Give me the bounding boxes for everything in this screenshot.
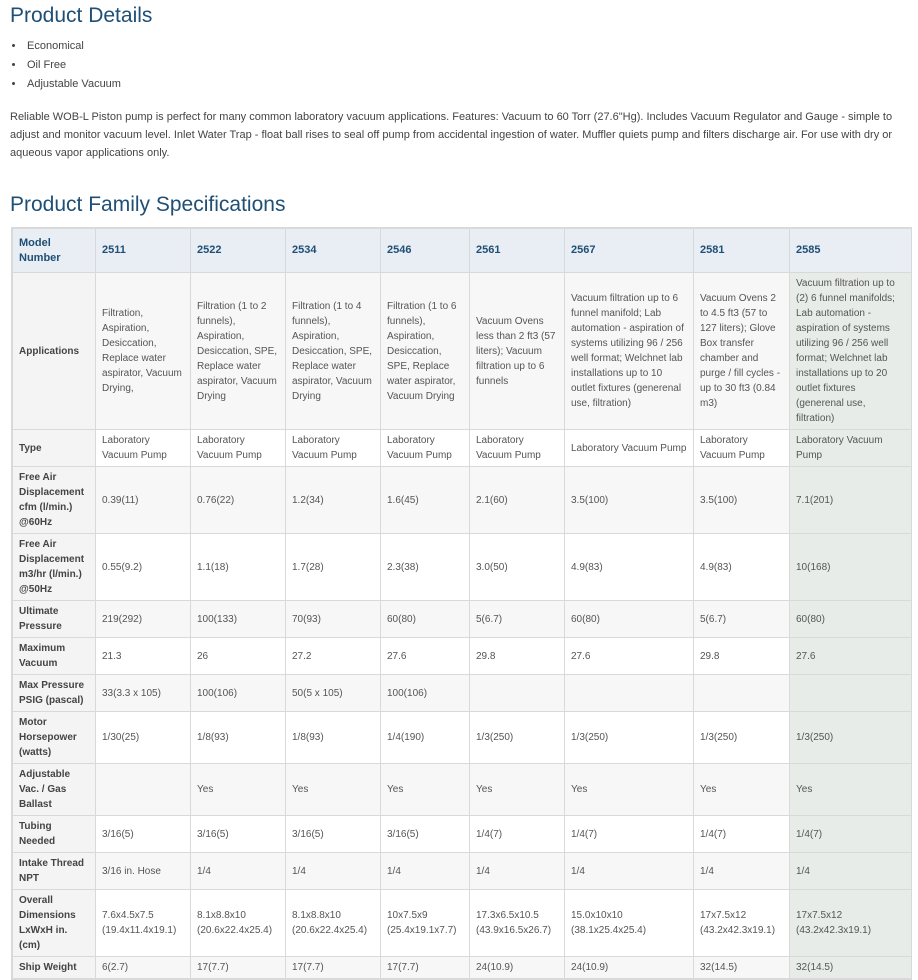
table-cell: Yes	[694, 764, 790, 816]
table-cell: 29.8	[470, 638, 565, 675]
table-cell: 1/8(93)	[286, 712, 381, 764]
feature-item: • Adjustable Vacuum	[25, 75, 121, 94]
row-label: Intake Thread NPT	[13, 853, 96, 890]
table-cell: Yes	[470, 764, 565, 816]
row-label: Applications	[13, 273, 96, 430]
table-cell: Laboratory Vacuum Pump	[790, 430, 912, 467]
table-cell: 219(292)	[96, 601, 191, 638]
row-label: Type	[13, 430, 96, 467]
table-cell: 60(80)	[381, 601, 470, 638]
row-label: Max Pressure PSIG (pascal)	[13, 675, 96, 712]
specifications-table-wrapper	[11, 227, 912, 980]
table-cell: 8.1x8.8x10 (20.6x22.4x25.4)	[286, 890, 381, 957]
table-cell: Laboratory Vacuum Pump	[191, 430, 286, 467]
table-cell: 2.3(38)	[381, 534, 470, 601]
table-cell: Yes	[790, 764, 912, 816]
table-cell: 32(14.5)	[790, 957, 912, 979]
table-cell: Laboratory Vacuum Pump	[96, 430, 191, 467]
table-cell: 21.3	[96, 638, 191, 675]
table-cell: 10x7.5x9 (25.4x19.1x7.7)	[381, 890, 470, 957]
table-cell: 6(2.7)	[96, 957, 191, 979]
table-cell: Yes	[565, 764, 694, 816]
table-cell	[470, 675, 565, 712]
table-cell: Vacuum filtration up to (2) 6 funnel manifolds; Lab automation - aspiration of systems utilizing 96 / 256 well format; Welchnet lab installations up to 20 outlet fixtures (generenal use, filtration)	[790, 273, 912, 430]
table-cell: 3.5(100)	[694, 467, 790, 534]
table-cell: 3/16(5)	[286, 816, 381, 853]
table-cell: 1/4(7)	[790, 816, 912, 853]
table-cell: 4.9(83)	[694, 534, 790, 601]
table-cell: 1.6(45)	[381, 467, 470, 534]
table-cell: 17x7.5x12 (43.2x42.3x19.1)	[790, 890, 912, 957]
table-cell: 3/16(5)	[191, 816, 286, 853]
table-cell: 24(10.9)	[470, 957, 565, 979]
table-cell: 1/4	[790, 853, 912, 890]
table-cell: Vacuum Ovens 2 to 4.5 ft3 (57 to 127 liters); Glove Box transfer chamber and purge / fill cycles - up to 30 ft3 (0.84 m3)	[694, 273, 790, 430]
table-cell: 1/4	[694, 853, 790, 890]
header-model: 2546	[381, 229, 470, 273]
table-body	[13, 273, 912, 979]
table-cell: 1/3(250)	[565, 712, 694, 764]
table-cell	[694, 675, 790, 712]
table-cell: 27.6	[565, 638, 694, 675]
table-cell: 7.6x4.5x7.5 (19.4x11.4x19.1)	[96, 890, 191, 957]
table-cell: 1/4(7)	[694, 816, 790, 853]
table-cell: Laboratory Vacuum Pump	[286, 430, 381, 467]
table-cell: 5(6.7)	[694, 601, 790, 638]
table-cell	[565, 675, 694, 712]
table-row	[13, 638, 912, 675]
table-cell: 1/3(250)	[470, 712, 565, 764]
table-row	[13, 764, 912, 816]
table-cell: 17(7.7)	[381, 957, 470, 979]
table-cell: 0.55(9.2)	[96, 534, 191, 601]
header-model: 2522	[191, 229, 286, 273]
table-cell: 100(133)	[191, 601, 286, 638]
table-cell: 1/3(250)	[694, 712, 790, 764]
table-cell: 1/30(25)	[96, 712, 191, 764]
row-label: Overall Dimensions LxWxH in. (cm)	[13, 890, 96, 957]
table-cell: 100(106)	[381, 675, 470, 712]
table-cell: 32(14.5)	[694, 957, 790, 979]
table-cell: Yes	[191, 764, 286, 816]
table-row	[13, 534, 912, 601]
header-model: 2561	[470, 229, 565, 273]
header-model-number: Model Number	[13, 229, 96, 273]
table-cell: 27.6	[381, 638, 470, 675]
table-cell: Yes	[381, 764, 470, 816]
table-cell: Filtration (1 to 2 funnels), Aspiration, Desiccation, SPE, Replace water aspirator, Vacuum Drying	[191, 273, 286, 430]
table-cell: 0.76(22)	[191, 467, 286, 534]
row-label: Motor Horsepower (watts)	[13, 712, 96, 764]
table-row	[13, 467, 912, 534]
table-cell: 7.1(201)	[790, 467, 912, 534]
product-description: Reliable WOB-L Piston pump is perfect for many common laboratory vacuum applications. Features: Vacuum to 60 Torr (27.6"Hg). Includes Vacuum Regulator and Gauge - simple to adjust and monitor vacuum level. Inlet Water Trap - float ball rises to seal off pump from accidental ingestion of water. Muffler quiets pump and filters discharge air. For use with dry or aqueous vapor applications only.	[10, 111, 893, 159]
table-cell: 17x7.5x12 (43.2x42.3x19.1)	[694, 890, 790, 957]
feature-item: • Economical	[25, 37, 121, 56]
table-cell: Vacuum filtration up to 6 funnel manifold; Lab automation - aspiration of systems utilizing 96 / 256 well format; Welchnet lab installations up to 10 outlet fixtures (generenal use, filtration)	[565, 273, 694, 430]
table-cell: 100(106)	[191, 675, 286, 712]
table-row	[13, 957, 912, 979]
row-label: Tubing Needed	[13, 816, 96, 853]
specifications-table	[12, 228, 912, 979]
table-cell: 1/4	[191, 853, 286, 890]
table-cell: 1.1(18)	[191, 534, 286, 601]
table-cell: 1/4(7)	[565, 816, 694, 853]
table-cell: 27.6	[790, 638, 912, 675]
row-label: Free Air Displacement m3/hr (l/min.) @50Hz	[13, 534, 96, 601]
table-cell: 5(6.7)	[470, 601, 565, 638]
table-cell: 3/16(5)	[381, 816, 470, 853]
table-cell: Yes	[286, 764, 381, 816]
table-row	[13, 601, 912, 638]
table-cell: 4.9(83)	[565, 534, 694, 601]
table-cell: 1/4	[381, 853, 470, 890]
table-cell: Laboratory Vacuum Pump	[470, 430, 565, 467]
header-model: 2511	[96, 229, 191, 273]
table-cell: 1/4	[470, 853, 565, 890]
table-cell	[96, 764, 191, 816]
table-row	[13, 675, 912, 712]
table-cell: 17(7.7)	[286, 957, 381, 979]
table-cell: Filtration (1 to 6 funnels), Aspiration, Desiccation, SPE, Replace water aspirator, Vacuum Drying	[381, 273, 470, 430]
row-label: Ship Weight	[13, 957, 96, 979]
row-label: Adjustable Vac. / Gas Ballast	[13, 764, 96, 816]
table-cell: 2.1(60)	[470, 467, 565, 534]
feature-list	[10, 37, 121, 94]
table-cell: Vacuum Ovens less than 2 ft3 (57 liters); Vacuum filtration up to 6 funnels	[470, 273, 565, 430]
table-cell	[790, 675, 912, 712]
table-cell: 1.2(34)	[286, 467, 381, 534]
table-cell: 24(10.9)	[565, 957, 694, 979]
table-cell: Filtration, Aspiration, Desiccation, Replace water aspirator, Vacuum Drying,	[96, 273, 191, 430]
table-cell: 1/8(93)	[191, 712, 286, 764]
table-cell: Laboratory Vacuum Pump	[694, 430, 790, 467]
table-cell: 29.8	[694, 638, 790, 675]
header-model: 2585	[790, 229, 912, 273]
product-details-title: Product Details	[10, 4, 153, 27]
table-row	[13, 853, 912, 890]
table-cell: 3.0(50)	[470, 534, 565, 601]
specifications-title: Product Family Specifications	[10, 193, 286, 216]
table-cell: 17(7.7)	[191, 957, 286, 979]
table-cell: 1.7(28)	[286, 534, 381, 601]
table-cell: 10(168)	[790, 534, 912, 601]
table-row	[13, 712, 912, 764]
header-model: 2567	[565, 229, 694, 273]
table-cell: 1/4	[286, 853, 381, 890]
header-model: 2534	[286, 229, 381, 273]
table-cell: 60(80)	[565, 601, 694, 638]
table-cell: 0.39(11)	[96, 467, 191, 534]
table-cell: 1/4(7)	[470, 816, 565, 853]
table-cell: 70(93)	[286, 601, 381, 638]
row-label: Maximum Vacuum	[13, 638, 96, 675]
table-row	[13, 430, 912, 467]
table-cell: 3.5(100)	[565, 467, 694, 534]
table-cell: 33(3.3 x 105)	[96, 675, 191, 712]
table-cell: Filtration (1 to 4 funnels), Aspiration, Desiccation, SPE, Replace water aspirator, Vacuum Drying	[286, 273, 381, 430]
table-cell: 27.2	[286, 638, 381, 675]
table-row	[13, 816, 912, 853]
row-label: Free Air Displacement cfm (l/min.) @60Hz	[13, 467, 96, 534]
table-cell: 50(5 x 105)	[286, 675, 381, 712]
table-header-row	[13, 229, 912, 273]
table-row	[13, 890, 912, 957]
table-cell: Laboratory Vacuum Pump	[381, 430, 470, 467]
table-cell: Laboratory Vacuum Pump	[565, 430, 694, 467]
table-cell: 1/3(250)	[790, 712, 912, 764]
table-cell: 3/16 in. Hose	[96, 853, 191, 890]
table-row	[13, 273, 912, 430]
table-cell: 15.0x10x10 (38.1x25.4x25.4)	[565, 890, 694, 957]
table-cell: 1/4(190)	[381, 712, 470, 764]
table-cell: 8.1x8.8x10 (20.6x22.4x25.4)	[191, 890, 286, 957]
table-cell: 17.3x6.5x10.5 (43.9x16.5x26.7)	[470, 890, 565, 957]
table-cell: 26	[191, 638, 286, 675]
table-cell: 3/16(5)	[96, 816, 191, 853]
table-cell: 60(80)	[790, 601, 912, 638]
row-label: Ultimate Pressure	[13, 601, 96, 638]
feature-item: • Oil Free	[25, 56, 121, 75]
table-cell: 1/4	[565, 853, 694, 890]
header-model: 2581	[694, 229, 790, 273]
